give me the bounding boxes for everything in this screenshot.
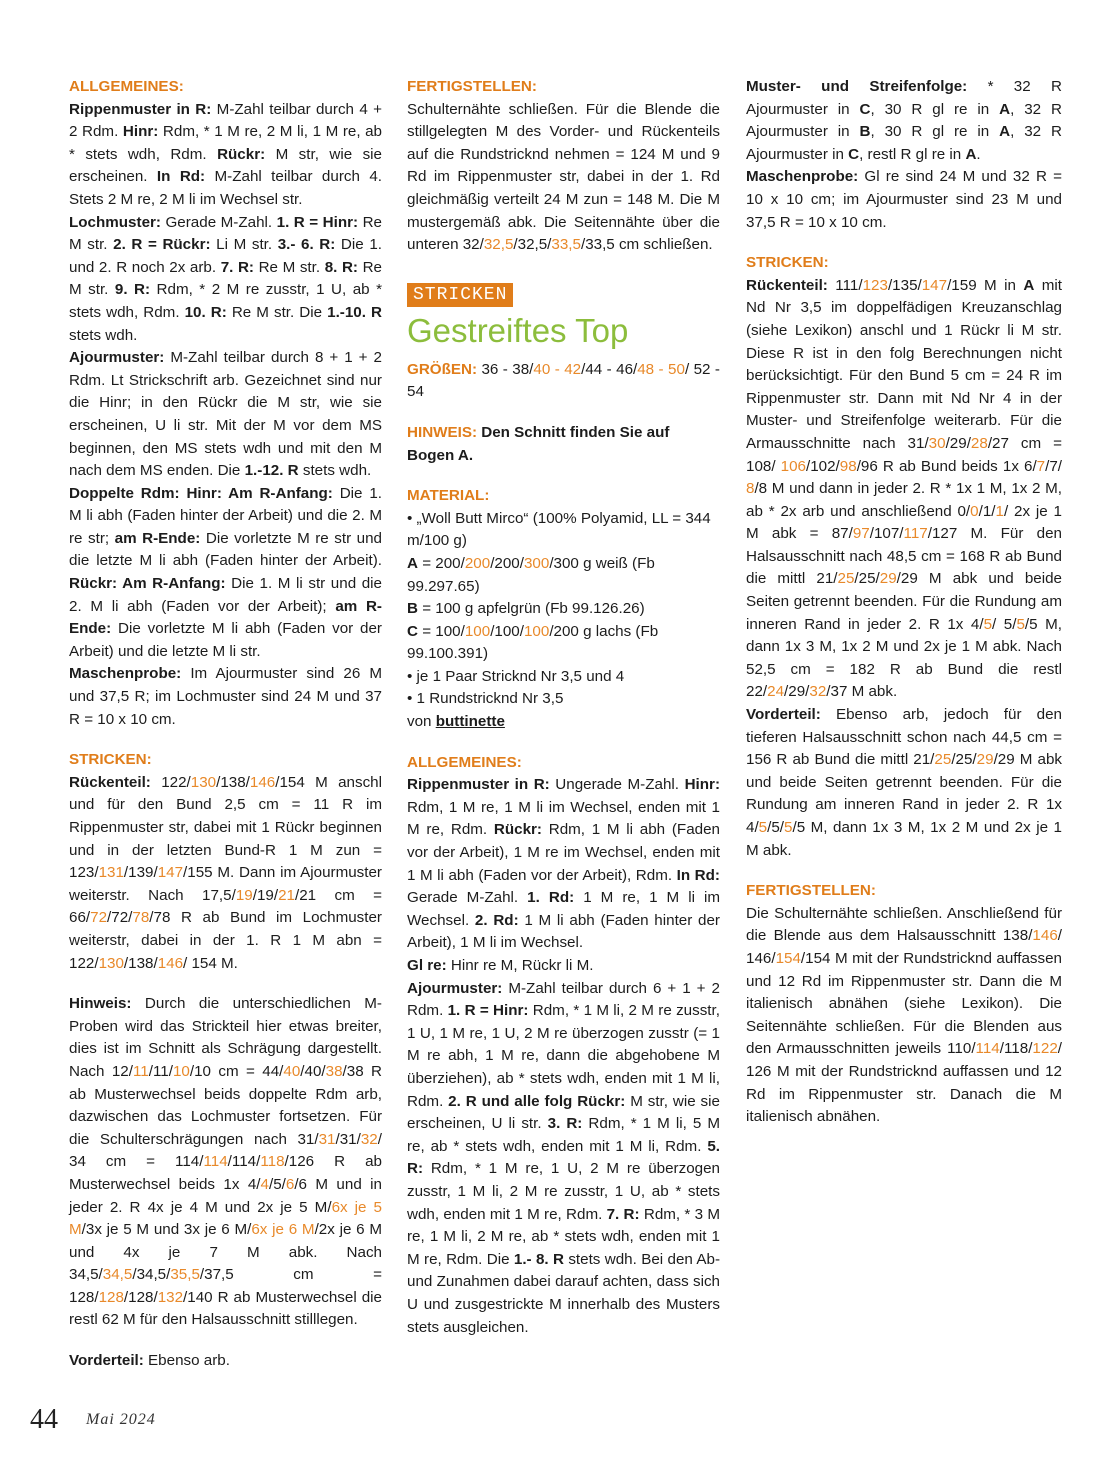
material-supplier: von buttinette: [407, 713, 505, 731]
gl-re-paragraph: Gl re: Hinr re M, Rückr li M.: [407, 957, 594, 974]
supplier-link[interactable]: buttinette: [435, 713, 505, 731]
doppelte-rdm-paragraph: Doppelte Rdm: Hinr: Am R-Anfang: Die 1. M li abh (Faden hinter der Arbeit) und die 2. M re str; am R-Ende: Die vorletzte M re str und die letzte M li abh (Faden hinter der Arbeit). Rückr: Am R-Anfang: Die 1. M li str und die 2. M li abh (Faden vor der Arbeit); am R-Ende: Die vorletzte M li abh (Faden vor der Arbeit) und die letzte M li str.: [69, 484, 382, 660]
rueckenteil-paragraph: Rückenteil: 122/130/138/146/154 M anschl und für den Bund 2,5 cm = 11 R im Rippenmuster str, dabei mit 1 Rückr beginnen und in der letzten Bund-R 1 M zun = 123/131/139/147/155 M. Dann im Ajourmuster weiterstr. Nach 17,5/19/19/21/21 cm = 66/72/72/78/78 R ab Bund im Lochmuster weiterstr, dabei in der 1. R 1 M abn = 122/130/138/146/ 154 M.: [69, 773, 383, 972]
maschenprobe-2-paragraph: Maschenprobe: Gl re sind 24 M und 32 R = 10 x 10 cm; im Ajourmuster sind 23 M und 37,5 R = 10 x 10 cm.: [746, 168, 1062, 231]
heading-fertigstellen-2: FERTIGSTELLEN:: [746, 882, 876, 900]
heading-fertigstellen: FERTIGSTELLEN:: [407, 78, 537, 95]
heading-material: MATERIAL:: [407, 487, 490, 505]
rippenmuster-2-paragraph: Rippenmuster in R: Ungerade M-Zahl. Hinr: Rdm, 1 M re, 1 M li im Wechsel, enden mit 1 M re, Rdm. Rückr: Rdm, 1 M li abh (Faden vor der Arbeit), 1 M re im Wechsel, enden mit 1 M li abh (Faden vor der Arbeit), Rdm. In Rd: Gerade M-Zahl. 1. Rd: 1 M re, 1 M li im Wechsel. 2. Rd: 1 M li abh (Faden hinter der Arbeit), 1 M li im Wechsel.: [407, 776, 720, 952]
material-color-c: C = 100/100/100/100/200 g lachs (Fb 99.100.391): [407, 622, 659, 663]
heading-stricken: STRICKEN:: [69, 751, 152, 769]
column-left: [69, 76, 382, 1373]
material-yarn: • „Woll Butt Mirco“ (100% Polyamid, LL = 344 m/100 g): [407, 509, 711, 550]
vorderteil-2-paragraph: Vorderteil: Ebenso arb, jedoch für den tieferen Halsausschnitt schon nach 44,5 cm = 156 R ab Bund die mittl 21/25/25/29/29 M abk und beide Seiten getrennt beenden. Für die Rundung am inneren Rand in jeder 2. R 1x 4/5/5/5/5 M, dann 1x 3 M, 1x 2 M und 2x je 1 M abk.: [746, 706, 1062, 859]
hinweis-paragraph: Hinweis: Durch die unterschiedlichen M-Proben wird das Strickteil hier etwas breiter, dies ist im Schnitt als Schrägung dargestellt. Nach 12/11/11/10/10 cm = 44/40/40/38/38 R ab Musterwechsel beids doppelte Rdm arb, dazwischen das Lochmuster fortsetzen. Für die Schulterschrägungen nach 31/31/31/32/ 34 cm = 114/114/114/118/126 R ab Musterwechsel beids 1x 4/4/5/6/6 M und in jeder 2. R 4x je 4 M und 2x je 5 M/6x je 5 M/3x je 5 M und 3x je 6 M/6x je 6 M/2x je 6 M und 4x je 7 M abk. Nach 34,5/34,5/34,5/35,5/37,5 cm = 128/128/128/132/140 R ab Musterwechsel die restl 62 M für den Halsausschnitt stilllegen.: [69, 995, 383, 1329]
issue-date: Mai 2024: [86, 1411, 156, 1428]
material-circular-needle: • 1 Rundstricknd Nr 3,5: [407, 690, 564, 708]
hinweis-schnitt: HINWEIS: Den Schnitt finden Sie auf Bogen A.: [407, 423, 670, 464]
vorderteil-paragraph: Vorderteil: Ebenso arb.: [69, 1352, 230, 1370]
groessen-paragraph: GRÖßEN: 36 - 38/40 - 42/44 - 46/48 - 50/ 52 - 54: [407, 360, 720, 401]
fertigstellen-2-paragraph: Die Schulternähte schließen. Anschließend für die Blende aus dem Halsausschnitt 138/146/ 146/154/154 M mit der Rundstricknd auffassen und 12 Rd im Rippenmuster str. Dann die M italienisch abnähen (siehe Lexikon). Die Seitennähte schließen. Für die Blenden aus den Armausschnitten jeweils 110/114/118/122/ 126 M mit der Rundstricknd auffassen und 12 Rd im Rippenmuster str. Danach die M italienisch abnähen.: [746, 904, 1062, 1126]
page-number: 44: [30, 1404, 58, 1435]
ajourmuster-2-paragraph: Ajourmuster: M-Zahl teilbar durch 6 + 1 + 2 Rdm. 1. R = Hinr: Rdm, * 1 M li, 2 M re zusstr, 1 U, 1 M re, 1 U, 2 M re überzogen zusstr (= 1 M re abh, 1 M re, dann die abgehobene M überziehen), ab * stets wdh, enden mit 1 M li, Rdm. 2. R und alle folg Rückr: M str, wie sie erscheinen, U li str. 3. R: Rdm, * 1 M li, 5 M re, ab * stets wdh, enden mit 1 M li, Rdm. 5. R: Rdm, * 1 M re, 1 U, 2 M re überzogen zusstr, 1 M li, 2 M re zusstr, 1 U, ab * stets wdh, enden mit 1 M re, Rdm. 7. R: Rdm, * 3 M re, 1 M li, 2 M re, ab * stets wdh, enden mit 1 M re, Rdm. Die 1.- 8. R stets wdh. Bei den Ab- und Zunahmen dabei darauf achten, dass sich U und zusgestrickte M innerhalb des Musters stets ausgleichen.: [407, 979, 720, 1336]
musterfolge-paragraph: Muster- und Streifenfolge: * 32 R Ajourmuster in C, 30 R gl re in A, 32 R Ajourmuster in B, 30 R gl re in A, 32 R Ajourmuster in C, restl R gl re in A.: [746, 78, 1063, 163]
heading-allgemeines: ALLGEMEINES:: [69, 78, 184, 95]
rippenmuster-paragraph: Rippenmuster in R: M-Zahl teilbar durch 4 + 2 Rdm. Hinr: Rdm, * 1 M re, 2 M li, 1 M re, ab * stets wdh, Rdm. Rückr: M str, wie sie erscheinen. In Rd: M-Zahl teilbar durch 4. Stets 2 M re, 2 M li im Wechsel str.: [69, 100, 383, 208]
material-color-a: A = 200/200/200/300/300 g weiß (Fb 99.297.65): [407, 554, 655, 595]
ajourmuster-paragraph: Ajourmuster: M-Zahl teilbar durch 8 + 1 + 2 Rdm. Lt Strickschrift arb. Gezeichnet sind nur die Hinr; in den Rückr die M str, wie sie erscheinen, U li str. Mit der M vor dem MS beginnen, den MS stets wdh und mit den M nach dem MS enden. Die 1.-12. R stets wdh.: [69, 349, 382, 480]
column-middle: [407, 76, 720, 1339]
fertigstellen-paragraph: Schulternähte schließen. Für die Blende die stillgelegten M des Vorder- und Rückenteils auf die Rundstricknd nehmen = 124 M und 9 Rd im Rippenmuster str, dabei in der 1. Rd gleichmäßig verteilt 24 M zun = 148 M. Die M mustergemäß abk. Die Seitennähte über die unteren 32/32,5/32,5/33,5/33,5 cm schließen.: [407, 100, 720, 254]
rueckenteil-2-paragraph: Rückenteil: 111/123/135/147/159 M in A mit Nd Nr 3,5 im doppelfädigen Kreuzanschlag (siehe Lexikon) anschl und 1 Rückr li M str. Diese R ist in den folg Berechnungen nicht berücksichtigt. Für den Bund 5 cm = 24 R im Rippenmuster str. Dann mit Nd Nr 4 in der Muster- und Streifenfolge weiterarb. Für die Armausschnitte nach 31/30/29/28/27 cm = 108/ 106/102/98/96 R ab Bund beids 1x 6/7/7/ 8/8 M und dann in jeder 2. R * 1x 1 M, 1x 2 M, ab * 2x arb und anschließend 0/0/1/1/ 2x je 1 M abk = 87/97/107/117/127 M. Für den Halsausschnitt nach 48,5 cm = 168 R ab Bund die mittl 21/25/25/29/29 M abk und beide Seiten getrennt beenden. Für die Rundung am inneren Rand in jeder 2. R 1x 4/5/ 5/5/5 M, dann 1x 3 M, 1x 2 M und 2x je 1 M abk. Nach 52,5 cm = 182 R ab Bund die restl 22/24/29/32/37 M abk.: [746, 276, 1063, 701]
maschenprobe-paragraph: Maschenprobe: Im Ajourmuster sind 26 M und 37,5 R; im Lochmuster sind 24 M und 37 R = 10 x 10 cm.: [69, 665, 382, 728]
material-needles: • je 1 Paar Stricknd Nr 3,5 und 4: [407, 667, 625, 685]
column-right: [746, 76, 1062, 1129]
heading-stricken-2: STRICKEN:: [746, 254, 829, 272]
section-tag: STRICKEN: [407, 283, 513, 307]
material-color-b: B = 100 g apfelgrün (Fb 99.126.26): [407, 600, 645, 618]
heading-allgemeines-2: ALLGEMEINES:: [407, 753, 522, 771]
pattern-title: Gestreiftes Top: [407, 311, 629, 349]
lochmuster-paragraph: Lochmuster: Gerade M-Zahl. 1. R = Hinr: Re M str. 2. R = Rückr: Li M str. 3.- 6. R: Die 1. und 2. R noch 2x arb. 7. R: Re M str. 8. R: Re M str. 9. R: Rdm, * 2 M re zusstr, 1 U, ab * stets wdh, Rdm. 10. R: Re M str. Die 1.-10. R stets wdh.: [69, 213, 382, 344]
